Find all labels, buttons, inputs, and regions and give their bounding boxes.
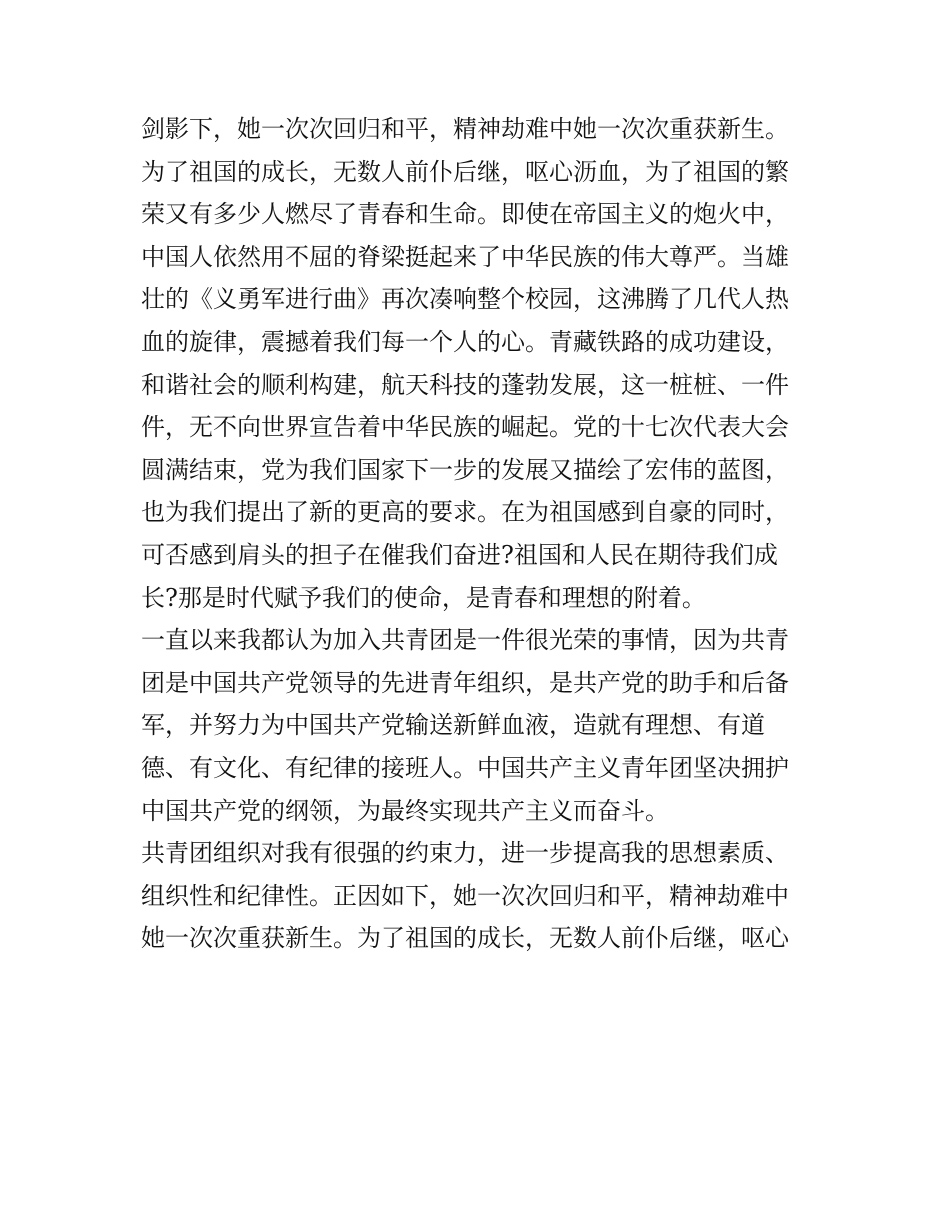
body-text bbox=[141, 108, 821, 960]
text-line: 长?那是时代赋予我们的使命，是青春和理想的附着。 bbox=[141, 583, 706, 612]
text-line: 和谐社会的顺利构建，航天科技的蓬勃发展，这一桩桩、一件 bbox=[141, 370, 789, 399]
text-line: 一直以来我都认为加入共青团是一件很光荣的事情，因为共青 bbox=[141, 626, 789, 655]
text-line: 荣又有多少人燃尽了青春和生命。即使在帝国主义的炮火中， bbox=[141, 200, 789, 229]
text-line: 中国人依然用不屈的脊梁挺起来了中华民族的伟大尊严。当雄 bbox=[141, 242, 789, 271]
text-line: 件，无不向世界宣告着中华民族的崛起。党的十七次代表大会 bbox=[141, 413, 789, 442]
text-line: 组织性和纪律性。正因如下，她一次次回归和平，精神劫难中 bbox=[141, 881, 789, 910]
text-line: 她一次次重获新生。为了祖国的成长，无数人前仆后继，呕心 bbox=[141, 924, 789, 953]
text-line: 剑影下，她一次次回归和平，精神劫难中她一次次重获新生。 bbox=[141, 115, 789, 143]
text-line: 也为我们提出了新的更高的要求。在为祖国感到自豪的同时， bbox=[141, 498, 789, 527]
text-line: 共青团组织对我有很强的约束力，进一步提高我的思想素质、 bbox=[141, 839, 789, 868]
text-line: 为了祖国的成长，无数人前仆后继，呕心沥血，为了祖国的繁 bbox=[141, 157, 789, 186]
text-line: 壮的《义勇军进行曲》再次凑响整个校园，这沸腾了几代人热 bbox=[141, 285, 789, 314]
text-line: 德、有文化、有纪律的接班人。中国共产主义青年团坚决拥护 bbox=[141, 753, 789, 782]
text-line: 可否感到肩头的担子在催我们奋进?祖国和人民在期待我们成 bbox=[141, 540, 778, 569]
text-line: 军，并努力为中国共产党输送新鲜血液，造就有理想、有道 bbox=[141, 711, 765, 740]
text-line: 血的旋律，震撼着我们每一个人的心。青藏铁路的成功建设， bbox=[141, 327, 789, 356]
text-line: 团是中国共产党领导的先进青年组织，是共产党的助手和后备 bbox=[141, 668, 789, 697]
text-line: 圆满结束，党为我们国家下一步的发展又描绘了宏伟的蓝图， bbox=[141, 455, 789, 484]
text-line: 中国共产党的纲领，为最终实现共产主义而奋斗。 bbox=[141, 796, 669, 825]
